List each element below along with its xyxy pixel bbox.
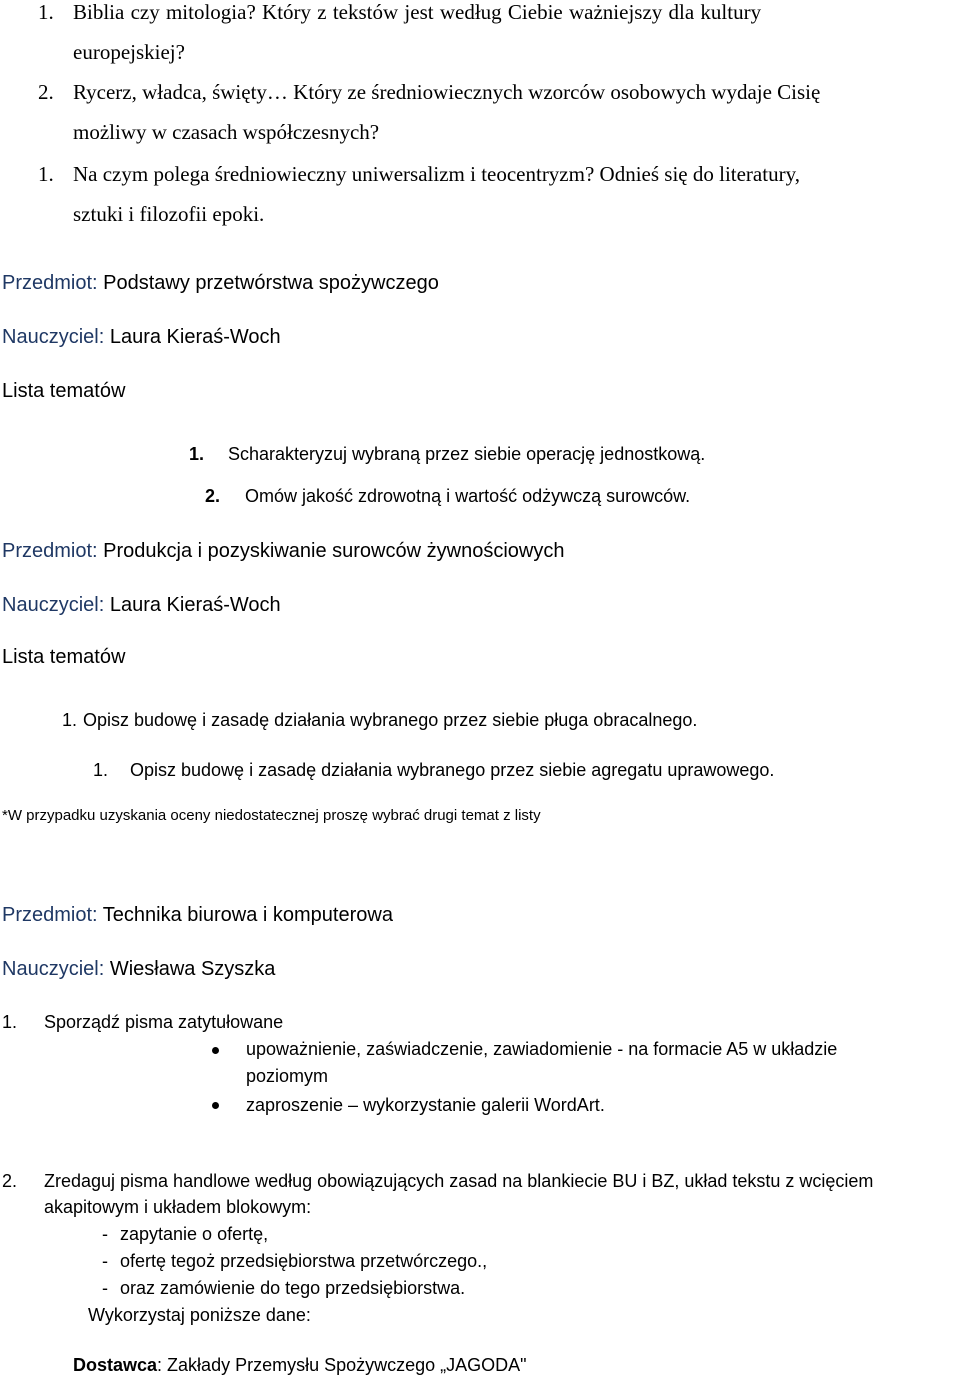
dash-item: zapytanie o ofertę, (120, 1224, 269, 1244)
task-number: 1. (2, 1012, 18, 1032)
list-item-text: sztuki i filozofii epoki. (73, 202, 265, 226)
list-item-text: Na czym polega średniowieczny uniwersalizm i teocentryzm? Odnieś się do literatury, (73, 162, 800, 186)
subject-label: Przedmiot: (2, 272, 98, 294)
list-title: Lista tematów (2, 380, 126, 402)
teacher-label: Nauczyciel: (2, 326, 105, 348)
dash-item: ofertę tegoż przedsiębiorstwa przetwórczego., (120, 1251, 488, 1271)
bullet-text: upoważnienie, zaświadczenie, zawiadomienie - na formacie A5 w układzie (246, 1039, 838, 1059)
supplier-value: : Zakłady Przemysłu Spożywczego „JAGODA" (157, 1355, 527, 1375)
bullet-icon (212, 1102, 219, 1109)
bullet-icon (212, 1047, 219, 1054)
topic-number: 1. (189, 444, 205, 464)
dash-marker: - (102, 1251, 108, 1271)
subject-line (2, 540, 564, 563)
teacher-label: Nauczyciel: (2, 594, 105, 616)
topic-text: Opisz budowę i zasadę działania wybranego przez siebie agregatu uprawowego. (130, 760, 775, 780)
list-number: 2. (38, 80, 54, 104)
supplier-label: Dostawca (73, 1355, 158, 1375)
bullet-text: zaproszenie – wykorzystanie galerii WordArt. (246, 1095, 605, 1115)
subject-label: Przedmiot: (2, 540, 98, 562)
teacher-value: Wiesława Szyszka (109, 958, 276, 980)
supplier-line (73, 1355, 527, 1376)
topic-text: Opisz budowę i zasadę działania wybranego przez siebie pługa obracalnego. (83, 710, 698, 730)
note: *W przypadku uzyskania oceny niedostatecznej proszę wybrać drugi temat z listy (2, 807, 541, 824)
topic-number: 2. (205, 486, 221, 506)
use-data-text: Wykorzystaj poniższe dane: (88, 1305, 311, 1325)
subject-label: Przedmiot: (2, 904, 98, 926)
list-item-text: europejskiej? (73, 40, 185, 64)
subject-line (2, 904, 393, 927)
topic-text: Omów jakość zdrowotną i wartość odżywczą surowców. (245, 486, 691, 506)
dash-marker: - (102, 1224, 108, 1244)
list-item-text: możliwy w czasach współczesnych? (73, 120, 380, 144)
topic-number: 1. (62, 710, 78, 730)
task-number: 2. (2, 1171, 18, 1191)
list-item-text: Rycerz, władca, święty… Który ze średniowiecznych wzorców osobowych wydaje Cisię (73, 80, 821, 104)
teacher-label: Nauczyciel: (2, 958, 105, 980)
topic-text: Scharakteryzuj wybraną przez siebie operację jednostkową. (228, 444, 706, 464)
teacher-line (2, 594, 281, 617)
teacher-value: Laura Kieraś-Woch (109, 326, 281, 348)
teacher-value: Laura Kieraś-Woch (109, 594, 281, 616)
task-text: Zredaguj pisma handlowe według obowiązujących zasad na blankiecie BU i BZ, układ tekstu z wcięciem (44, 1171, 874, 1191)
list-item-text: Biblia czy mitologia? Który z tekstów jest według Ciebie ważniejszy dla kultury (73, 0, 762, 24)
list-number: 1. (38, 0, 54, 24)
teacher-line (2, 326, 281, 349)
list-title: Lista tematów (2, 646, 126, 668)
subject-value: Produkcja i pozyskiwanie surowców żywnościowych (103, 540, 565, 562)
subject-value: Technika biurowa i komputerowa (102, 904, 393, 926)
task-text: akapitowym i układem blokowym: (44, 1197, 312, 1217)
subject-value: Podstawy przetwórstwa spożywczego (103, 272, 439, 294)
teacher-line (2, 958, 275, 981)
dash-marker: - (102, 1278, 108, 1298)
list-number: 1. (38, 162, 54, 186)
bullet-text: poziomym (246, 1066, 329, 1086)
task-text: Sporządź pisma zatytułowane (44, 1012, 284, 1032)
dash-item: oraz zamówienie do tego przedsiębiorstwa. (120, 1278, 466, 1298)
topic-number: 1. (93, 760, 109, 780)
subject-line (2, 272, 439, 295)
